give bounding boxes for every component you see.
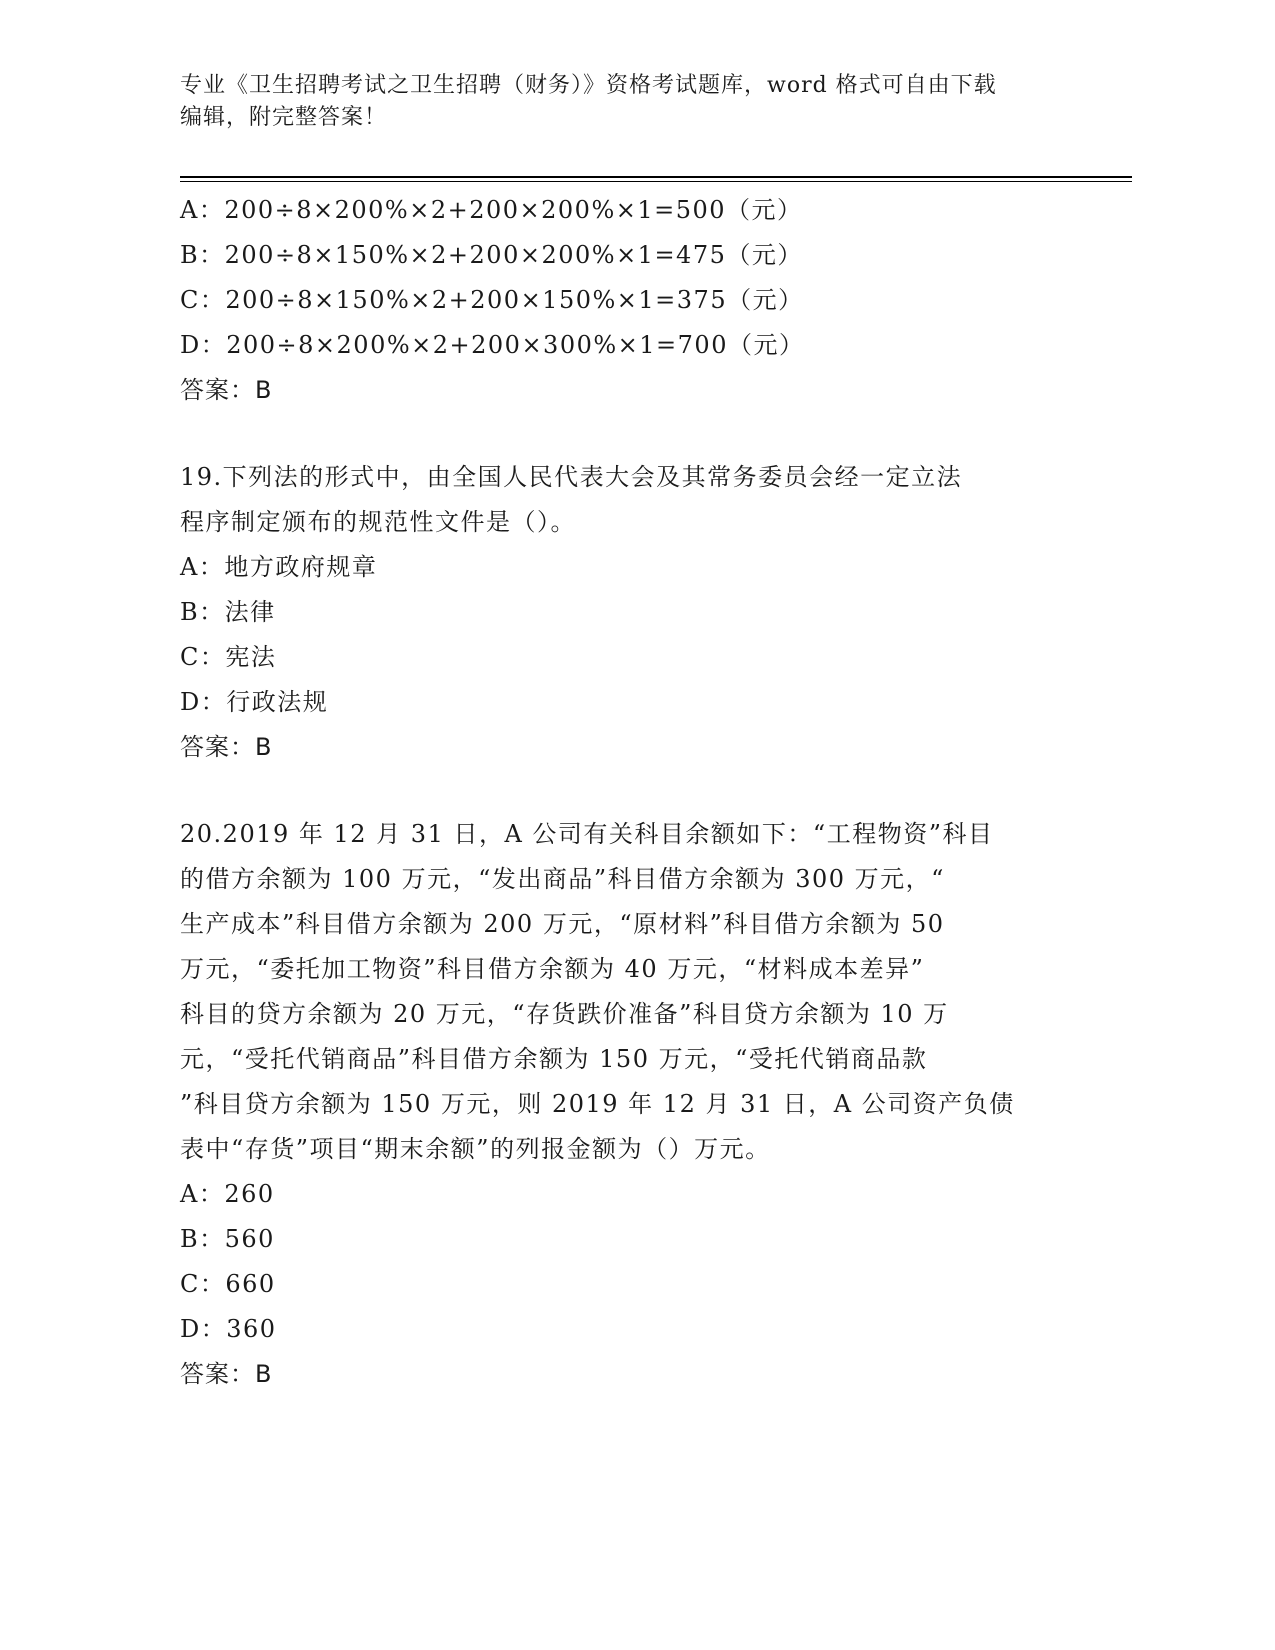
answer-line: 答案：B	[180, 376, 273, 404]
option-b: B：560	[180, 1225, 275, 1253]
header-divider-thin	[180, 181, 1132, 182]
spacer	[180, 770, 1060, 812]
question-text-line: ”科目贷方余额为 150 万元，则 2019 年 12 月 31 日，A 公司资产负债	[180, 1090, 1015, 1118]
option-d: D：360	[180, 1315, 277, 1343]
option-b: B：200÷8×150%×2+200×200%×1=475（元）	[180, 241, 803, 269]
question-19-block	[180, 455, 1060, 770]
option-d: D：行政法规	[180, 688, 329, 716]
question-text-line: 表中“存货”项目“期末余额”的列报金额为（）万元。	[180, 1135, 771, 1163]
answer-line: 答案：B	[180, 733, 273, 761]
question-text-line: 科目的贷方余额为 20 万元，“存货跌价准备”科目贷方余额为 10 万	[180, 1000, 949, 1028]
question-text-line: 程序制定颁布的规范性文件是（）。	[180, 508, 576, 536]
question-text-line: 万元，“委托加工物资”科目借方余额为 40 万元，“材料成本差异”	[180, 955, 925, 983]
header-line-2: 编辑，附完整答案！	[180, 105, 388, 130]
option-c: C：200÷8×150%×2+200×150%×1=375（元）	[180, 286, 804, 314]
question-20-block	[180, 812, 1060, 1397]
spacer	[180, 413, 1060, 455]
option-a: A：260	[180, 1180, 275, 1208]
question-text-line: 20.2019 年 12 月 31 日，A 公司有关科目余额如下：“工程物资”科目	[180, 820, 994, 848]
option-a: A：地方政府规章	[180, 553, 378, 581]
question-text-line: 19.下列法的形式中，由全国人民代表大会及其常务委员会经一定立法	[180, 463, 963, 491]
question-text-line: 元，“受托代销商品”科目借方余额为 150 万元，“受托代销商品款	[180, 1045, 928, 1073]
header-divider-thick	[180, 176, 1132, 178]
answer-line: 答案：B	[180, 1360, 273, 1388]
question-text-line: 的借方余额为 100 万元，“发出商品”科目借方余额为 300 万元，“	[180, 865, 945, 893]
question-text-line: 生产成本”科目借方余额为 200 万元，“原材料”科目借方余额为 50	[180, 910, 945, 938]
option-b: B：法律	[180, 598, 276, 626]
question-18-block	[180, 188, 1060, 413]
option-d: D：200÷8×200%×2+200×300%×1=700（元）	[180, 331, 805, 359]
header-line-1: 专业《卫生招聘考试之卫生招聘（财务）》资格考试题库，word 格式可自由下载	[180, 73, 997, 98]
option-a: A：200÷8×200%×2+200×200%×1=500（元）	[180, 196, 803, 224]
question-content	[180, 188, 1060, 1397]
document-header	[180, 70, 1050, 134]
option-c: C：660	[180, 1270, 276, 1298]
option-c: C：宪法	[180, 643, 277, 671]
